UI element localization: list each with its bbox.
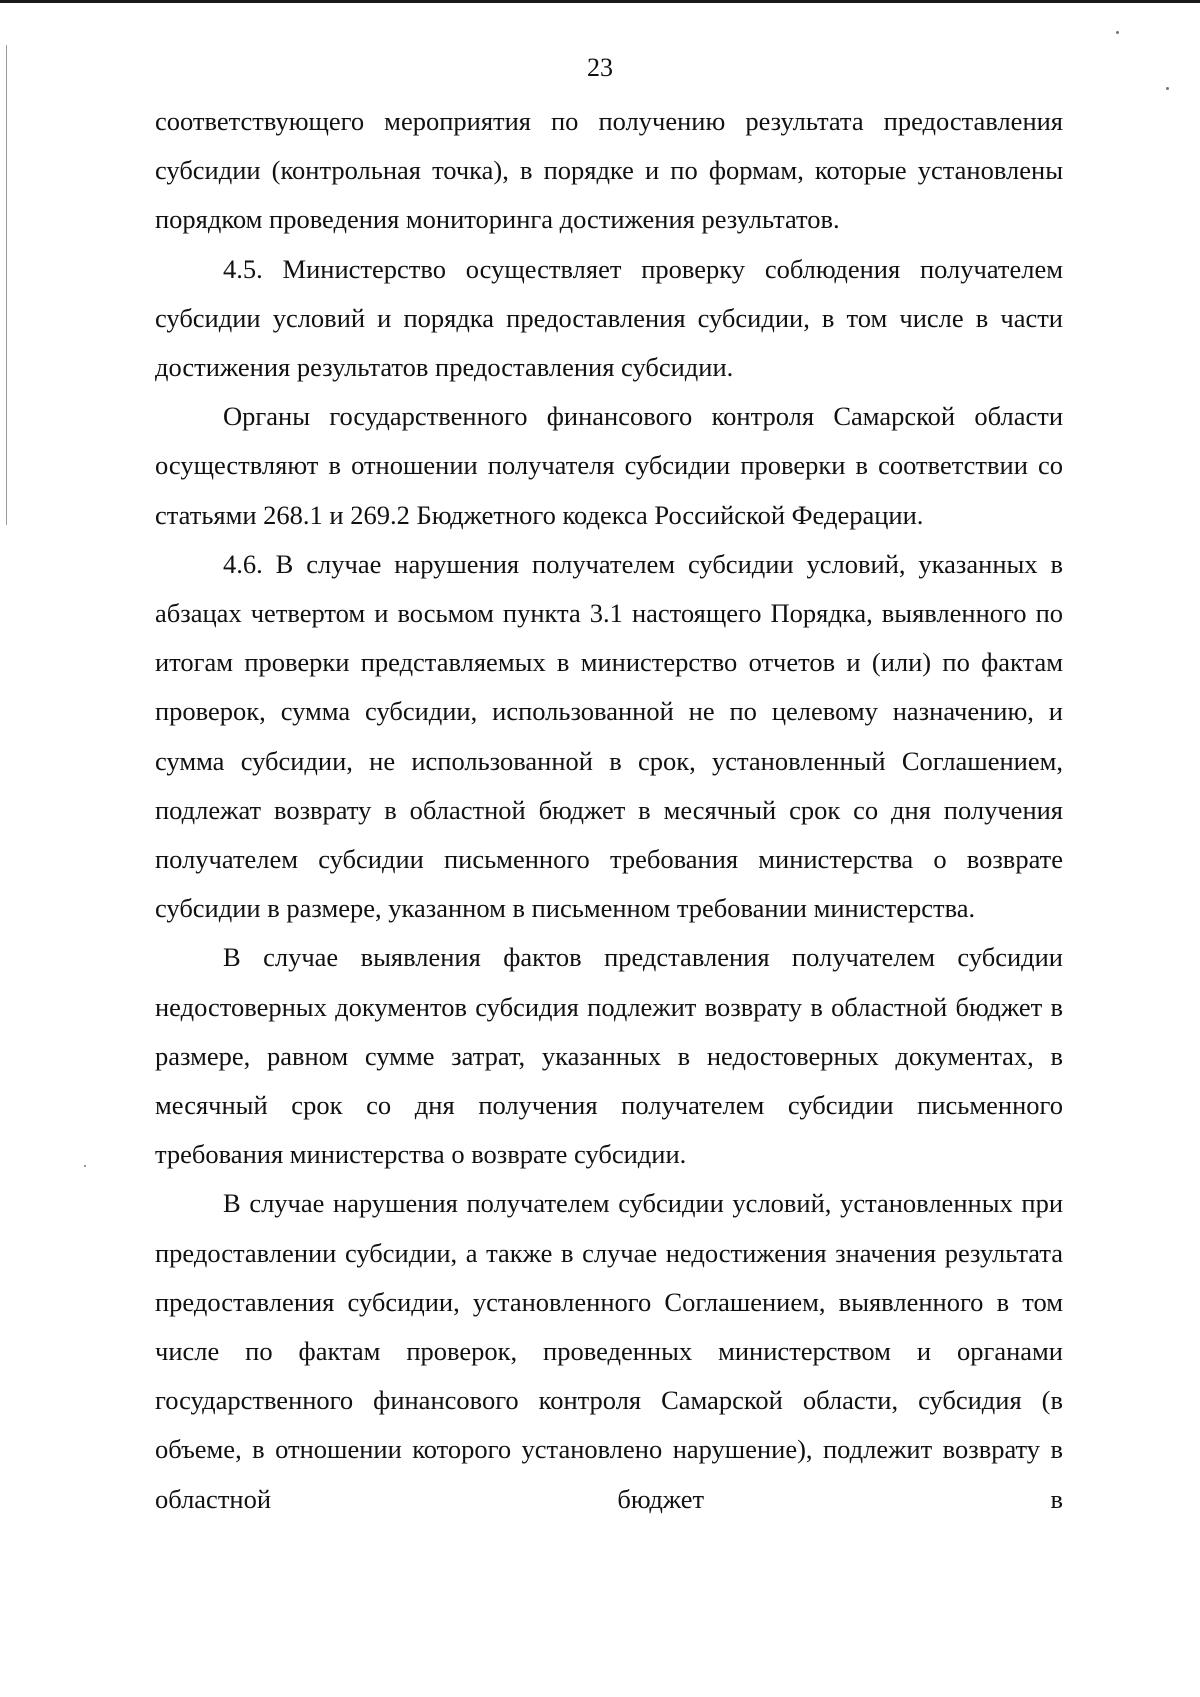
paragraph-violation-refund: В случае нарушения получателем субсидии условий, установленных при предоставлении субсидии, а также в случае недостижения значения результата предоставления субсидии, установленного Соглашением, выявленного в том числе по фактам проверок, проведенных министерством и органами государственного финансового контроля Самарской области, субсидия (в объеме, в отношении которого установлено нарушение), подлежит возврату в областной бюджет в [155,1188,1063,1514]
page-number: 23 [587,53,613,82]
paragraph-continuation: соответствующего мероприятия по получению результата предоставления субсидии (контрольная точка), в порядке и по формам, которые установлены порядком проведения мониторинга достижения результатов. [155,106,1063,235]
paragraph-4-5: 4.5. Министерство осуществляет проверку соблюдения получателем субсидии условий и порядка предоставления субсидии, в том числе в части достижения результатов предоставления субсидии. [155,253,1063,383]
scan-speck [1166,87,1169,90]
scan-speck [1116,31,1119,34]
scan-top-border [0,0,1200,3]
paragraph-4-6: 4.6. В случае нарушения получателем субсидии условий, указанных в абзацах четвертом и восьмом пункта 3.1 настоящего Порядка, выявленного по итогам проверки представляемых в министерство отчетов и (или) по фактам проверок, сумма субсидии, использованной не по целевому назначению, и сумма субсидии, не использованной в срок, установленный Соглашением, подлежат возврату в областной бюджет в месячный срок со дня получения получателем субсидии письменного требования министерства о возврате субсидии в размере, указанном в письменном требовании министерства. [155,548,1063,924]
paragraph-false-documents: В случае выявления фактов представления получателем субсидии недостоверных документов субсидия подлежит возврату в областной бюджет в размере, равном сумме затрат, указанных в недостоверных документах, в месячный срок со дня получения получателем субсидии письменного требования министерства о возврате субсидии. [155,942,1063,1170]
document-body [155,97,1063,1524]
paragraph-control-bodies: Органы государственного финансового контроля Самарской области осуществляют в отношении получателя субсидии проверки в соответствии со статьями 268.1 и 269.2 Бюджетного кодекса Российской Федерации. [155,401,1063,530]
scan-speck [84,1165,86,1167]
scan-margin-line [6,45,7,525]
